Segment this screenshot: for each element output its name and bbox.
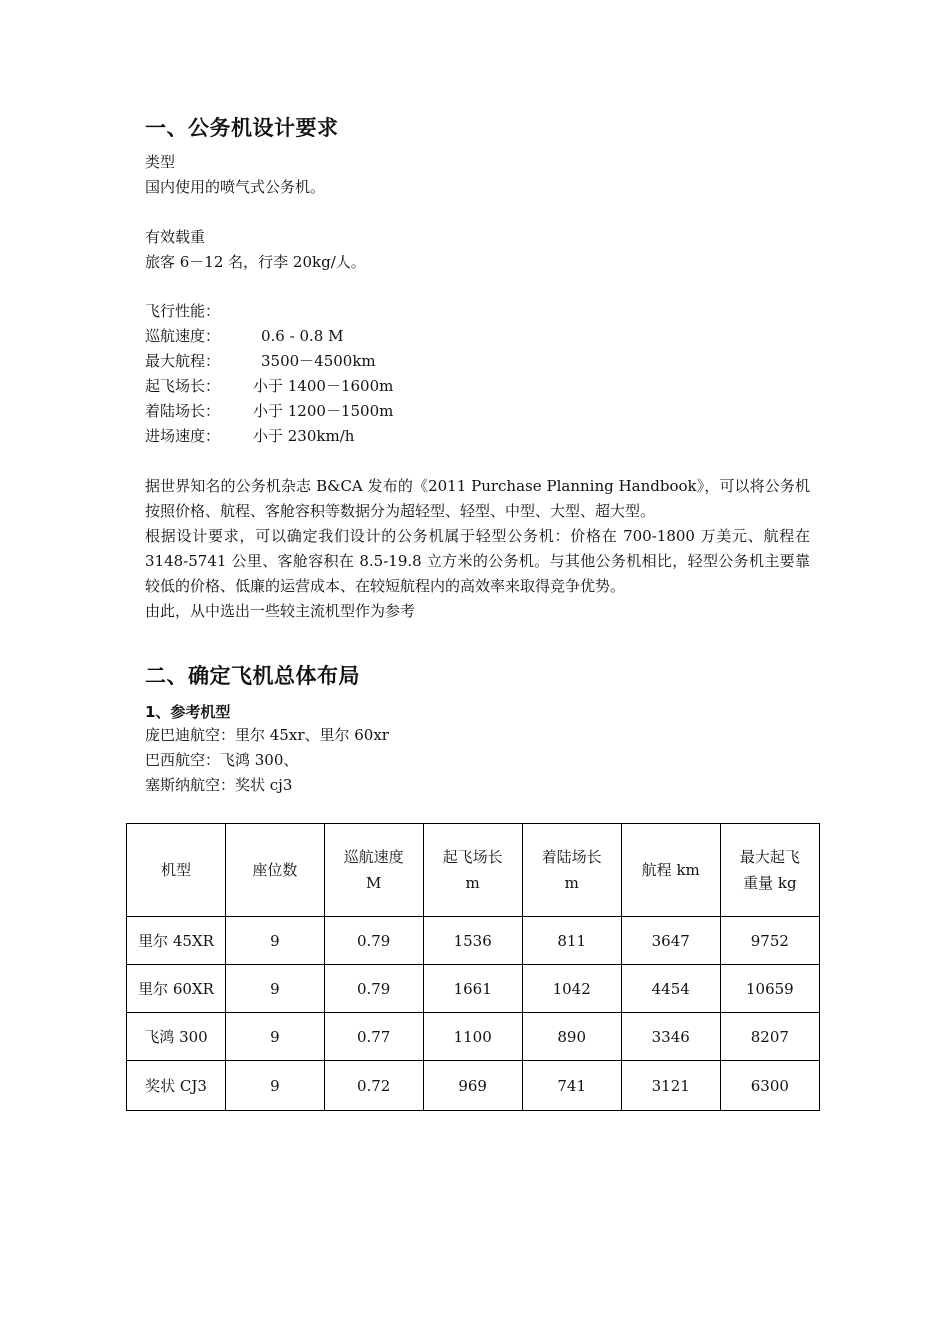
table-cell: 3346 xyxy=(621,1013,720,1061)
table-header-cell xyxy=(423,824,522,917)
table-cell: 3647 xyxy=(621,917,720,965)
table-cell: 里尔 60XR xyxy=(127,965,226,1013)
performance-label: 飞行性能： xyxy=(145,302,221,320)
performance-item xyxy=(145,399,393,424)
table-header-cell xyxy=(127,824,226,917)
table-cell: 0.72 xyxy=(324,1061,423,1111)
header-line: M xyxy=(365,874,382,892)
performance-item-value: 小于 1200－1500m xyxy=(253,402,394,420)
table-header-cell xyxy=(324,824,423,917)
paragraph-classification: 据世界知名的公务机杂志 B&CA 发布的《2011 Purchase Planning Handbook》，可以将公务机按照价格、航程、客舱容积等数据分为超轻型、轻型、中型、大型、超大型。 xyxy=(145,477,810,520)
table-header-cell xyxy=(720,824,819,917)
performance-item-value: 小于 1400－1600m xyxy=(253,377,394,395)
performance-item-value: 3500－4500km xyxy=(261,352,376,370)
table-row xyxy=(127,1061,820,1111)
header-line: 最大起飞 xyxy=(739,848,800,866)
performance-item-label: 进场速度： xyxy=(145,427,221,445)
table-cell: 9 xyxy=(226,1013,325,1061)
reference-item: 庞巴迪航空：里尔 45xr、里尔 60xr xyxy=(145,726,389,744)
header-line: m xyxy=(564,874,579,892)
type-label: 类型 xyxy=(145,153,176,171)
table-cell: 0.79 xyxy=(324,965,423,1013)
performance-item-label: 最大航程： xyxy=(145,352,221,370)
performance-item xyxy=(145,374,393,399)
reference-subtitle: 1、参考机型 xyxy=(145,703,231,721)
reference-item: 塞斯纳航空：奖状 cj3 xyxy=(145,776,293,794)
table-cell: 3121 xyxy=(621,1061,720,1111)
payload-label: 有效载重 xyxy=(145,228,206,246)
table-cell: 9752 xyxy=(720,917,819,965)
table-cell: 10659 xyxy=(720,965,819,1013)
table-cell: 890 xyxy=(522,1013,621,1061)
reference-item: 巴西航空：飞鸿 300、 xyxy=(145,751,299,769)
payload-value: 旅客 6－12 名，行李 20kg/人。 xyxy=(145,253,366,271)
table-cell: 8207 xyxy=(720,1013,819,1061)
performance-item xyxy=(145,324,343,349)
table-cell: 1536 xyxy=(423,917,522,965)
table-cell: 6300 xyxy=(720,1061,819,1111)
performance-item-label: 巡航速度： xyxy=(145,327,221,345)
table-cell: 飞鸿 300 xyxy=(127,1013,226,1061)
performance-item-label: 起飞场长： xyxy=(145,377,221,395)
table-cell: 0.79 xyxy=(324,917,423,965)
table-cell: 811 xyxy=(522,917,621,965)
table-cell: 4454 xyxy=(621,965,720,1013)
table-cell: 9 xyxy=(226,917,325,965)
type-value: 国内使用的喷气式公务机。 xyxy=(145,178,326,196)
performance-item-value: 小于 230km/h xyxy=(253,427,355,445)
paragraph-conclusion: 由此，从中选出一些较主流机型作为参考 xyxy=(145,602,416,620)
table-cell: 9 xyxy=(226,1061,325,1111)
table-row xyxy=(127,917,820,965)
header-line: m xyxy=(465,874,480,892)
table-row xyxy=(127,965,820,1013)
header-line: 巡航速度 xyxy=(343,848,404,866)
table-header-row xyxy=(127,824,820,917)
performance-item xyxy=(145,349,376,374)
performance-item xyxy=(145,424,354,449)
header-line: 起飞场长 xyxy=(442,848,503,866)
table-cell: 741 xyxy=(522,1061,621,1111)
table-cell: 奖状 CJ3 xyxy=(127,1061,226,1111)
section-1-title: 一、公务机设计要求 xyxy=(145,116,339,140)
header-line: 航程 km xyxy=(641,861,700,879)
section-2-title: 二、确定飞机总体布局 xyxy=(145,664,360,688)
paragraph-requirement: 根据设计要求，可以确定我们设计的公务机属于轻型公务机：价格在 700-1800 万美元、航程在 3148-5741 公里、客舱容积在 8.5-19.8 立方米的公务机。与其他公务机相比，轻型公务机主要靠较低的价格、低廉的运营成本、在较短航程内的高效率来取得竞争优势。 xyxy=(145,527,810,595)
table-cell: 969 xyxy=(423,1061,522,1111)
table-header-cell xyxy=(522,824,621,917)
table-cell: 1100 xyxy=(423,1013,522,1061)
header-line: 机型 xyxy=(161,861,192,879)
header-line: 座位数 xyxy=(252,861,298,879)
header-line: 着陆场长 xyxy=(541,848,602,866)
table-row xyxy=(127,1013,820,1061)
table-cell: 9 xyxy=(226,965,325,1013)
table-header-cell xyxy=(621,824,720,917)
performance-item-value: 0.6 - 0.8 M xyxy=(261,327,344,345)
table-cell: 里尔 45XR xyxy=(127,917,226,965)
aircraft-spec-table xyxy=(126,823,820,1111)
performance-item-label: 着陆场长： xyxy=(145,402,221,420)
header-line: 重量 kg xyxy=(743,874,797,892)
table-cell: 1042 xyxy=(522,965,621,1013)
table-cell: 1661 xyxy=(423,965,522,1013)
table-cell: 0.77 xyxy=(324,1013,423,1061)
table-header-cell xyxy=(226,824,325,917)
